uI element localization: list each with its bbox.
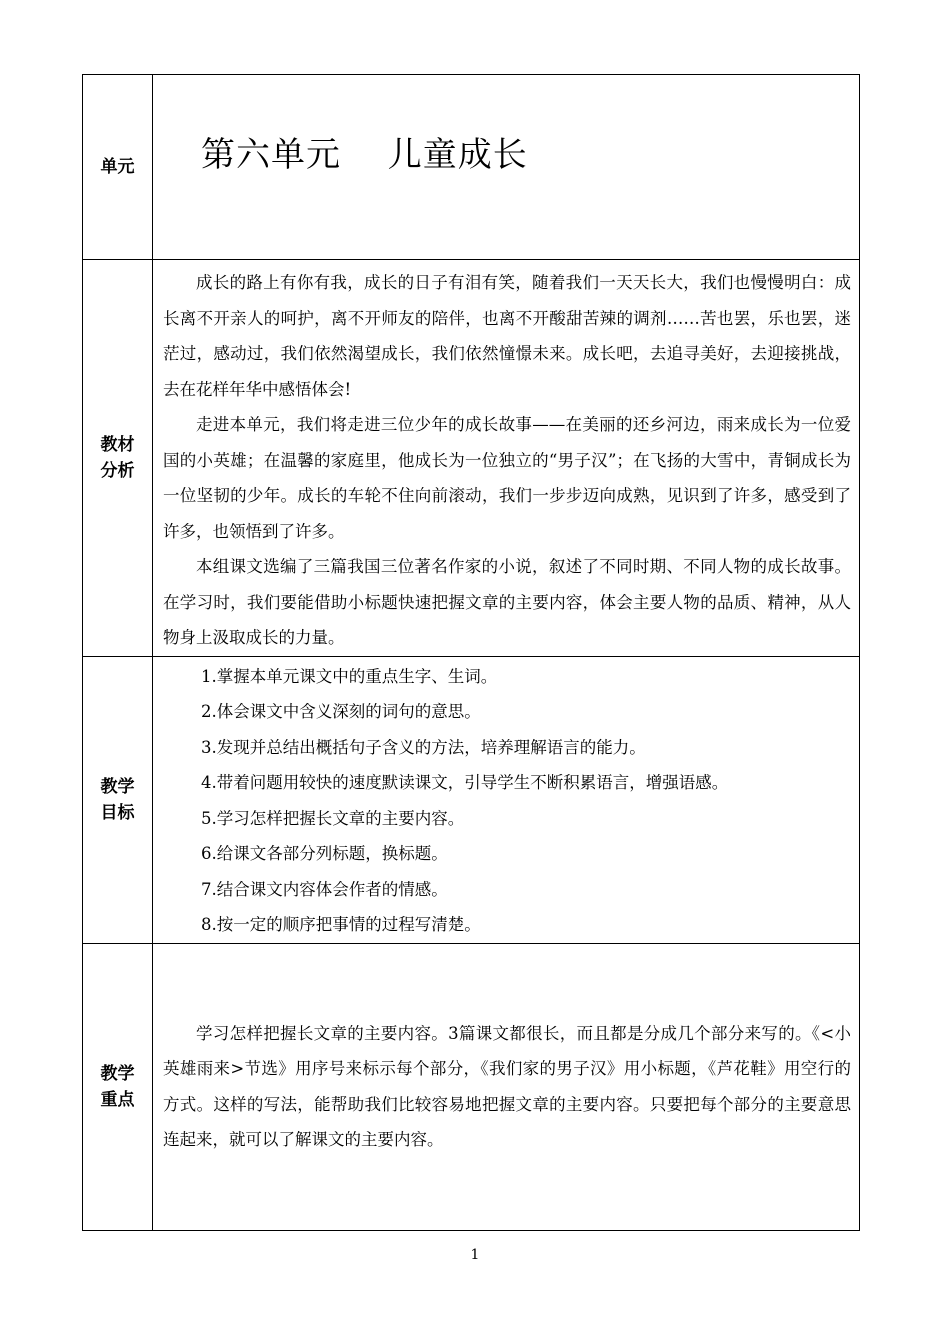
- goal-item: 8.按一定的顺序把事情的过程写清楚。: [201, 915, 481, 934]
- unit-label-cell: [83, 75, 153, 260]
- analysis-row: [83, 260, 860, 657]
- goal-item: 4.带着问题用较快的速度默读课文，引导学生不断积累语言，增强语感。: [201, 773, 729, 792]
- goals-label-line2: 目标: [100, 802, 135, 823]
- analysis-paragraph: 走进本单元，我们将走进三位少年的成长故事——在美丽的还乡河边，雨来成长为一位爱国的小英雄；在温馨的家庭里，他成长为一位独立的“男子汉”；在飞扬的大雪中，青铜成长为一位坚韧的少年。成长的车轮不住向前滚动，我们一步步迈向成熟，见识到了许多，感受到了许多，也领悟到了许多。: [163, 415, 851, 541]
- unit-title-cell: [153, 75, 860, 260]
- unit-row: [83, 75, 860, 260]
- analysis-label-line2: 分析: [100, 460, 135, 481]
- analysis-paragraph: 成长的路上有你有我，成长的日子有泪有笑，随着我们一天天长大，我们也慢慢明白：成长离不开亲人的呵护，离不开师友的陪伴，也离不开酸甜苦辣的调剂……苦也罢，乐也罢，迷茫过，感动过，我们依然渴望成长，我们依然憧憬未来。成长吧，去追寻美好，去迎接挑战，去在花样年华中感悟体会!: [163, 273, 851, 399]
- unit-label: 单元: [100, 157, 135, 177]
- goal-item: 3.发现并总结出概括句子含义的方法，培养理解语言的能力。: [201, 737, 646, 757]
- focus-content-cell: [153, 943, 860, 1230]
- page-number: 1: [470, 1247, 480, 1263]
- goals-row: [83, 656, 860, 943]
- goal-item: 5.学习怎样把握长文章的主要内容。: [201, 808, 465, 828]
- analysis-content-cell: [153, 260, 860, 657]
- unit-title: 第六单元 儿童成长: [201, 135, 528, 175]
- focus-label-cell: [83, 943, 153, 1230]
- analysis-paragraph: 本组课文选编了三篇我国三位著名作家的小说，叙述了不同时期、不同人物的成长故事。在学习时，我们要能借助小标题快速把握文章的主要内容，体会主要人物的品质、精神，从人物身上汲取成长的力量。: [163, 557, 851, 647]
- analysis-label-line1: 教材: [100, 434, 135, 455]
- lesson-plan-table: [82, 74, 860, 1231]
- focus-label-line1: 教学: [100, 1063, 135, 1084]
- goal-item: 1.掌握本单元课文中的重点生字、生词。: [201, 666, 498, 686]
- goal-item: 7.结合课文内容体会作者的情感。: [201, 879, 448, 899]
- focus-paragraph: 学习怎样把握长文章的主要内容。3篇课文都很长，而且都是分成几个部分来写的。《<小英雄雨来>节选》用序号来标示每个部分，《我们家的男子汉》用小标题，《芦花鞋》用空行的方式。这样的写法，能帮助我们比较容易地把握文章的主要内容。只要把每个部分的主要意思连起来，就可以了解课文的主要内容。: [163, 1023, 851, 1149]
- focus-label-line2: 重点: [100, 1089, 135, 1110]
- focus-row: [83, 943, 860, 1230]
- goals-label-line1: 教学: [100, 776, 135, 797]
- goal-item: 2.体会课文中含义深刻的词句的意思。: [201, 702, 481, 721]
- goal-item: 6.给课文各部分列标题，换标题。: [201, 844, 448, 863]
- goals-content-cell: [153, 656, 860, 943]
- goals-label-cell: [83, 656, 153, 943]
- analysis-label-cell: [83, 260, 153, 657]
